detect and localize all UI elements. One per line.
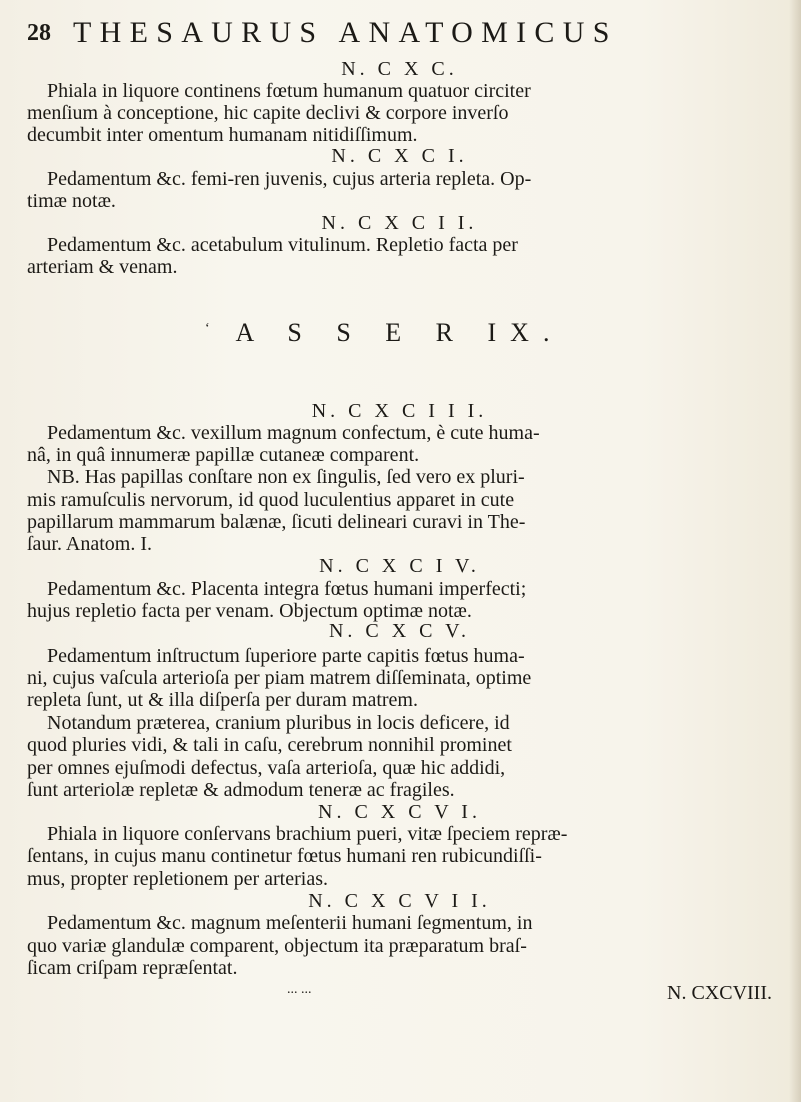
text-line: menſium à conceptione, hic capite declivi & corpore inverſo — [27, 102, 509, 124]
text-line: ſentans, in cujus manu continetur fœtus humani ren rubicundiſſi- — [27, 845, 542, 867]
text-line: quod pluries vidi, & tali in caſu, cerebrum nonnihil prominet — [27, 734, 512, 756]
print-mark: ‘ — [205, 321, 210, 336]
entry-number-cxcvii: N. C X C V I I. — [308, 890, 491, 912]
entry-number-cxcii: N. C X C I I. — [321, 212, 478, 234]
text-line: Phiala in liquore continens fœtum humanum quatuor circiter — [47, 80, 531, 102]
text-line: mis ramuſculis nervorum, id quod luculentius apparet in cute — [27, 489, 515, 511]
text-line: ſicam criſpam repræſentat. — [27, 957, 238, 979]
page-edge-shadow — [789, 0, 801, 1102]
text-line: Pedamentum inſtructum ſuperiore parte capitis fœtus huma- — [47, 645, 525, 667]
entry-number-cxciii: N. C X C I I I. — [311, 400, 488, 422]
asser-heading: A S S E R IX. — [235, 318, 564, 347]
text-line: Pedamentum &c. femi-ren juvenis, cujus arteria repleta. Op- — [47, 168, 532, 190]
entry-number-cxcv: N. C X C V. — [328, 620, 471, 642]
text-line: per omnes ejuſmodi defectus, vaſa arterioſa, quæ hic addidi, — [27, 757, 506, 779]
text-line: Notandum præterea, cranium pluribus in locis deficere, id — [47, 712, 510, 734]
text-line: arteriam & venam. — [27, 256, 178, 278]
text-line: decumbit inter omentum humanam nitidiſſimum. — [27, 124, 418, 146]
text-line: ſunt arteriolæ repletæ & admodum teneræ ac fragiles. — [27, 779, 455, 801]
text-line: Pedamentum &c. Placenta integra fœtus humani imperfecti; — [47, 578, 527, 600]
entry-number-cxci: N. C X C I. — [331, 145, 468, 167]
entry-number-cxcvi: N. C X C V I. — [318, 801, 481, 823]
text-line: ni, cujus vaſcula arterioſa per piam matrem diſſeminata, optime — [27, 667, 532, 689]
text-line: timæ notæ. — [27, 190, 116, 212]
text-line: Phiala in liquore conſervans brachium pueri, vitæ ſpeciem repræ- — [47, 823, 568, 845]
page-number: 28 — [27, 20, 51, 46]
catchword: N. CXCVIII. — [667, 982, 772, 1004]
text-line: Pedamentum &c. magnum meſenterii humani ſegmentum, in — [47, 912, 533, 934]
text-line: repleta ſunt, ut & illa diſperſa per duram matrem. — [27, 689, 418, 711]
text-line: Pedamentum &c. vexillum magnum confectum, è cute huma- — [47, 422, 540, 444]
running-title: THESAURUS ANATOMICUS — [73, 16, 618, 49]
text-line: mus, propter repletionem per arterias. — [27, 868, 328, 890]
text-line: hujus repletio facta per venam. Objectum optimæ notæ. — [27, 600, 472, 622]
text-line: NB. Has papillas conſtare non ex ſingulis, ſed vero ex pluri- — [47, 466, 525, 488]
text-line: Pedamentum &c. acetabulum vitulinum. Repletio facta per — [47, 234, 518, 256]
text-line: papillarum mammarum balænæ, ſicuti delineari curavi in The- — [27, 511, 526, 533]
text-line: quo variæ glandulæ comparent, objectum ita præparatum braſ- — [27, 935, 527, 957]
running-head — [27, 14, 787, 54]
text-line: ſaur. Anatom. I. — [27, 533, 152, 555]
entry-number-cxciv: N. C X C I V. — [319, 555, 480, 577]
print-mark: ... ... — [287, 982, 312, 997]
text-line: nâ, in quâ innumeræ papillæ cutaneæ comparent. — [27, 444, 420, 466]
entry-number-cxc: N. C X C. — [341, 58, 458, 80]
